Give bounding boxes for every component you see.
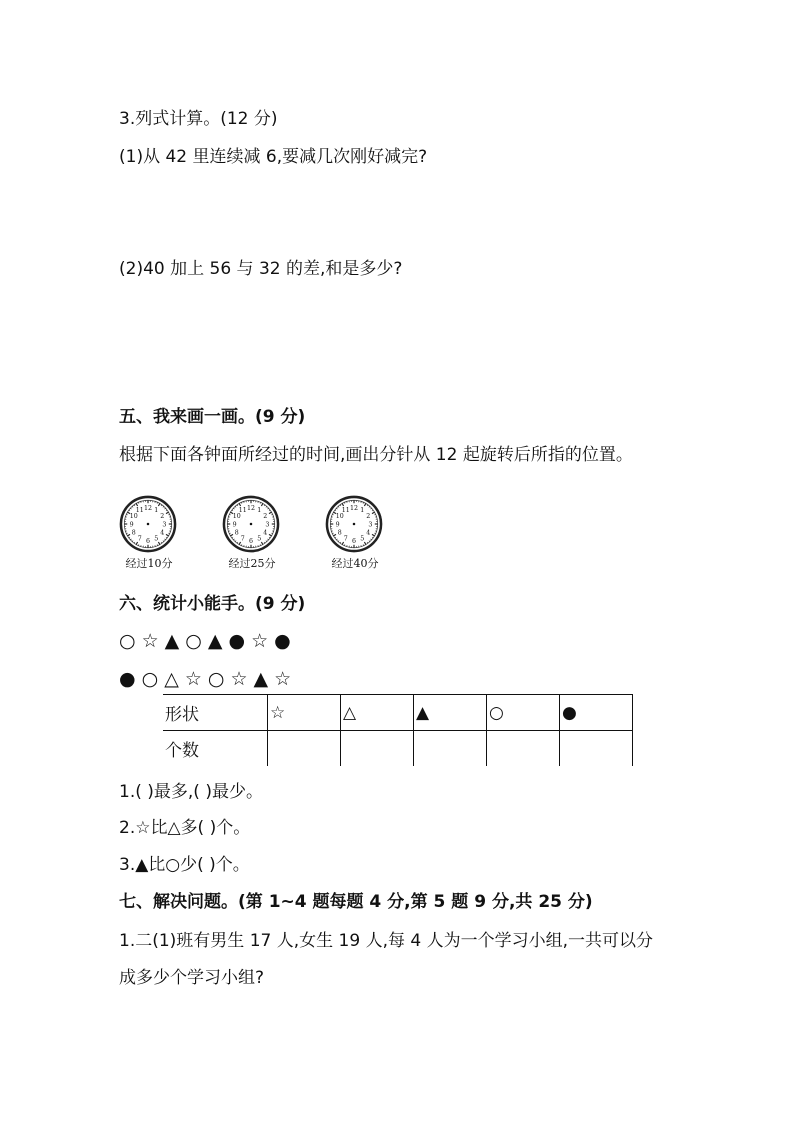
clock-numeral: 1: [257, 507, 262, 515]
clock-numeral: 11: [341, 507, 350, 515]
count-input-cell[interactable]: [487, 731, 560, 767]
shapes-row-1: [119, 628, 297, 654]
clock-numeral: 4: [263, 529, 268, 537]
clock-numeral: 12: [144, 504, 152, 512]
section6-question-1: 1.( )最多,( )最少。: [119, 782, 263, 802]
table-header-label: 形状: [163, 695, 268, 731]
q3-part1: (1)从 42 里连续减 6,要减几次刚好减完?: [119, 147, 428, 167]
clock-numeral: 10: [129, 513, 138, 521]
shape-symbol: ☆: [251, 630, 269, 652]
clock-numeral: 11: [238, 507, 247, 515]
shapes-row-2: [119, 666, 297, 692]
clock-numeral: 3: [368, 521, 373, 529]
shape-symbol: △: [164, 668, 179, 690]
count-input-cell[interactable]: [341, 731, 414, 767]
clock-numeral: 9: [129, 521, 134, 529]
clock-face-2[interactable]: [222, 495, 282, 570]
shape-symbol: ○: [141, 668, 159, 690]
clock-numeral: 3: [265, 521, 270, 529]
clock-caption-1: 经过10分: [125, 557, 173, 570]
clock-numeral: 11: [135, 507, 144, 515]
clock-numeral: 12: [350, 504, 358, 512]
clock-numeral: 7: [240, 535, 245, 543]
section5-title: 五、我来画一画。(9 分): [119, 407, 306, 427]
count-input-cell[interactable]: [560, 731, 633, 767]
section6-question-2: 2.☆比△多( )个。: [119, 818, 251, 838]
clock-numeral: 7: [137, 535, 142, 543]
shape-symbol: ○: [207, 668, 225, 690]
clock-numeral: 5: [154, 535, 159, 543]
clock-numeral: 9: [335, 521, 340, 529]
clock-numeral: 12: [247, 504, 255, 512]
shape-symbol: ●: [274, 630, 291, 652]
section6-question-3: 3.▲比○少( )个。: [119, 855, 250, 875]
clock-face-icon: [325, 495, 383, 553]
count-input-cell[interactable]: [268, 731, 341, 767]
clock-numeral: 10: [232, 513, 241, 521]
table-count-label: 个数: [163, 731, 268, 767]
clock-face-3[interactable]: [325, 495, 385, 570]
clock-face-1[interactable]: [119, 495, 179, 570]
shape-symbol: ☆: [230, 668, 248, 690]
clock-numeral: 5: [257, 535, 262, 543]
shape-symbol: ●: [228, 630, 246, 652]
table-shape-cell: ●: [560, 695, 633, 731]
table-shape-cell: ▲: [414, 695, 487, 731]
clock-numeral: 8: [234, 529, 239, 537]
clock-numeral: 2: [263, 513, 268, 521]
clock-numeral: 6: [352, 537, 356, 545]
clock-numeral: 8: [131, 529, 136, 537]
clock-numeral: 7: [343, 535, 348, 543]
table-row: [163, 695, 633, 731]
clock-caption-3: 经过40分: [331, 557, 379, 570]
shape-symbol: ○: [119, 630, 136, 652]
shape-count-table: [163, 694, 633, 766]
q3-part2: (2)40 加上 56 与 32 的差,和是多少?: [119, 259, 403, 279]
shape-symbol: ▲: [164, 630, 180, 652]
shape-symbol: ●: [119, 668, 136, 690]
shape-symbol: ○: [185, 630, 202, 652]
table-row: [163, 731, 633, 767]
shape-symbol: ▲: [253, 668, 269, 690]
clock-face-icon: [119, 495, 177, 553]
section5-instruction: 根据下面各钟面所经过的时间,画出分针从 12 起旋转后所指的位置。: [119, 445, 633, 465]
clock-face-icon: [222, 495, 280, 553]
clock-numeral: 4: [160, 529, 165, 537]
shape-symbol: ▲: [207, 630, 223, 652]
clock-numeral: 9: [232, 521, 237, 529]
clock-numeral: 6: [249, 537, 253, 545]
count-input-cell[interactable]: [414, 731, 487, 767]
clock-numeral: 2: [160, 513, 165, 521]
table-shape-cell: △: [341, 695, 414, 731]
clock-numeral: 8: [337, 529, 342, 537]
clock-numeral: 1: [360, 507, 365, 515]
clock-numeral: 1: [154, 507, 159, 515]
clock-numeral: 2: [366, 513, 371, 521]
shape-symbol: ☆: [184, 668, 202, 690]
clock-numeral: 3: [162, 521, 167, 529]
section7-question-1-line1: 1.二(1)班有男生 17 人,女生 19 人,每 4 人为一个学习小组,一共可以分: [119, 931, 654, 951]
clock-numeral: 10: [335, 513, 344, 521]
clock-caption-2: 经过25分: [228, 557, 276, 570]
section7-title: 七、解决问题。(第 1~4 题每题 4 分,第 5 题 9 分,共 25 分): [119, 892, 593, 912]
table-shape-cell: ○: [487, 695, 560, 731]
table-shape-cell: ☆: [268, 695, 341, 731]
clock-numeral: 6: [146, 537, 150, 545]
shape-symbol: ☆: [141, 630, 159, 652]
q3-title: 3.列式计算。(12 分): [119, 109, 278, 129]
clock-numeral: 4: [366, 529, 371, 537]
section6-title: 六、统计小能手。(9 分): [119, 594, 306, 614]
shape-symbol: ☆: [274, 668, 292, 690]
clock-numeral: 5: [360, 535, 365, 543]
section7-question-1-line2: 成多少个学习小组?: [119, 968, 265, 988]
